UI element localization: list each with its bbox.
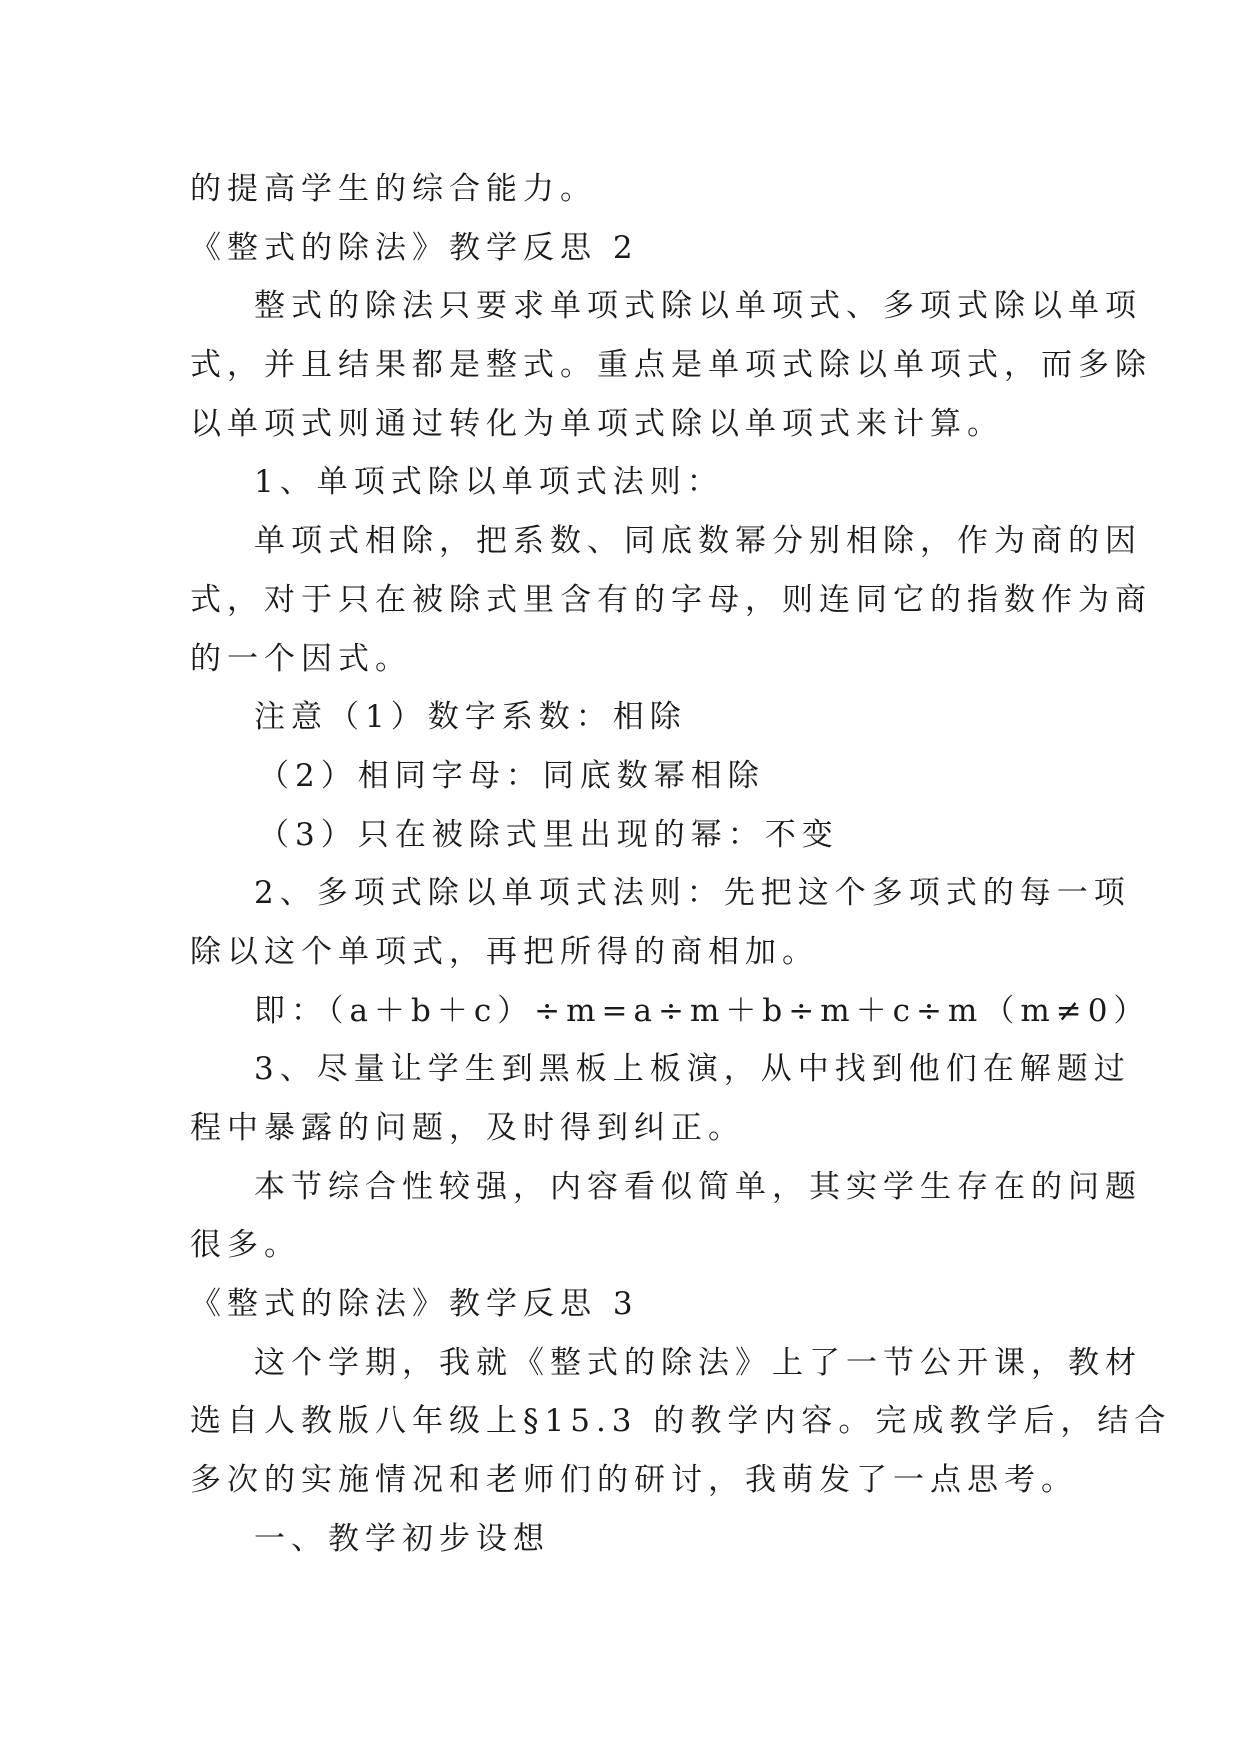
paragraph-line: 单项式相除，把系数、同底数幂分别相除，作为商的因: [254, 523, 1142, 560]
rule-heading: 2、多项式除以单项式法则：先把这个多项式的每一项: [254, 875, 1131, 912]
note-line: （3）只在被除式里出现的幂：不变: [258, 816, 839, 853]
paragraph-line: 式，对于只在被除式里含有的字母，则连同它的指数作为商: [190, 581, 1152, 618]
paragraph-line: 这个学期，我就《整式的除法》上了一节公开课，教材: [254, 1344, 1142, 1381]
subsection-heading: 一、教学初步设想: [254, 1520, 550, 1557]
paragraph-line: 很多。: [190, 1227, 301, 1264]
paragraph-line: 3、尽量让学生到黑板上板演，从中找到他们在解题过: [254, 1051, 1131, 1088]
paragraph-line: 除以这个单项式，再把所得的商相加。: [190, 933, 819, 970]
paragraph-line: 多次的实施情况和老师们的研讨，我萌发了一点思考。: [190, 1462, 1078, 1499]
section-heading: 《整式的除法》教学反思 3: [190, 1286, 639, 1323]
paragraph-line: 程中暴露的问题，及时得到纠正。: [190, 1110, 745, 1146]
note-line: 注意（1）数字系数：相除: [254, 699, 687, 736]
paragraph-line: 选自人教版八年级上§15.3 的教学内容。完成教学后，结合: [190, 1403, 1172, 1440]
paragraph-line: 整式的除法只要求单项式除以单项式、多项式除以单项: [254, 288, 1142, 325]
paragraph-line: 的一个因式。: [190, 640, 412, 677]
paragraph-line: 式，并且结果都是整式。重点是单项式除以单项式，而多除: [190, 347, 1152, 384]
formula-line: 即：（a＋b＋c）÷m=a÷m＋b÷m＋c÷m（m≠0）: [254, 992, 1151, 1029]
section-heading: 《整式的除法》教学反思 2: [190, 229, 639, 266]
paragraph-line: 以单项式则通过转化为单项式除以单项式来计算。: [190, 405, 1004, 442]
note-line: （2）相同字母：同底数幂相除: [258, 757, 765, 794]
rule-heading: 1、单项式除以单项式法则：: [254, 464, 724, 501]
document-body: [190, 160, 1172, 1569]
paragraph-line: 本节综合性较强，内容看似简单，其实学生存在的问题: [254, 1168, 1142, 1205]
text-line: 的提高学生的综合能力。: [190, 171, 597, 207]
